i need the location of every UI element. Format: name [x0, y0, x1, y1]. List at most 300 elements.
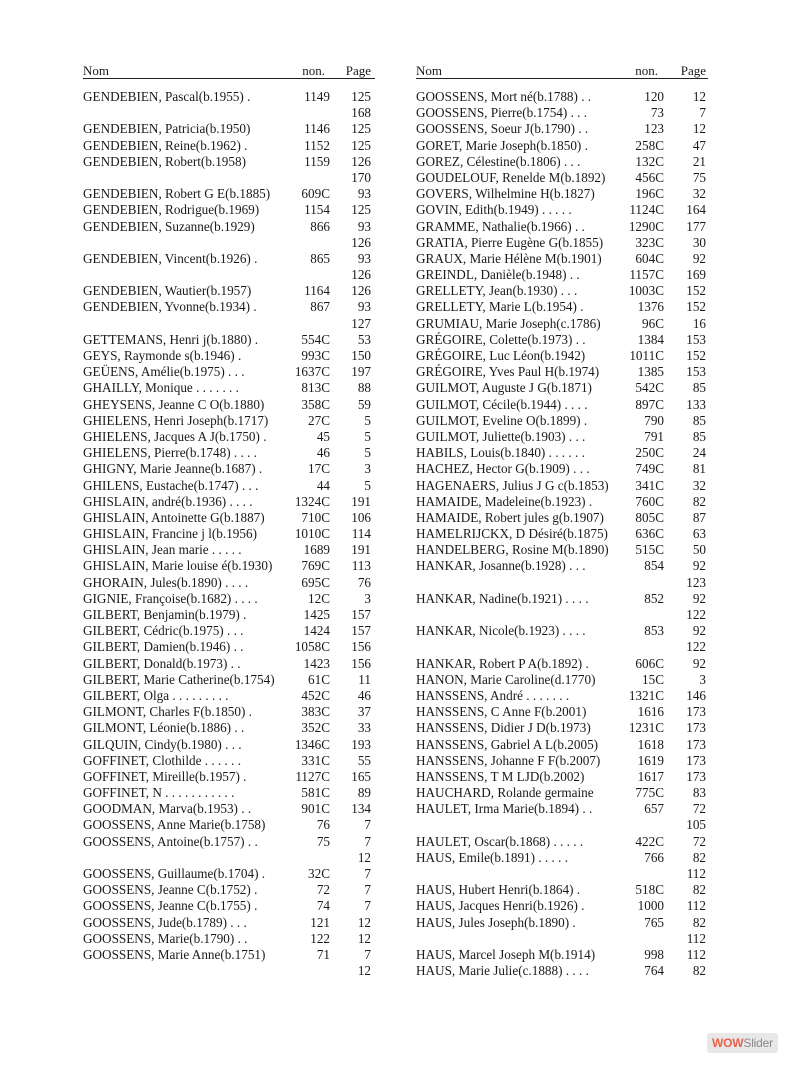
index-entry: [416, 154, 708, 170]
entry-number: 1010C: [294, 526, 330, 542]
index-entry: [416, 947, 708, 963]
entry-number: 1127C: [295, 768, 330, 784]
entry-number: 132C: [635, 153, 664, 169]
entry-name: GOVERS, Wilhelmine H(b.1827): [416, 186, 595, 202]
index-entry: [83, 575, 375, 591]
entry-name: GILMONT, Charles F(b.1850) .: [83, 704, 252, 720]
entry-page: 122: [686, 639, 706, 655]
entry-number: 123: [644, 121, 664, 137]
entry-name: HANSSENS, André . . . . . . .: [416, 687, 570, 703]
index-entry: [83, 753, 375, 769]
index-entry: [416, 915, 708, 931]
entry-number: 1637C: [294, 364, 330, 380]
entry-name: GRELLETY, Jean(b.1930) . . .: [416, 283, 578, 299]
header-page: Page: [680, 63, 706, 78]
entry-number: 764: [644, 963, 664, 979]
entry-page: 92: [692, 655, 706, 671]
index-entry: [416, 332, 708, 348]
entry-name: GOOSSENS, Marie Anne(b.1751): [83, 946, 266, 962]
index-entry: [83, 299, 375, 315]
entry-page: 12: [357, 849, 371, 865]
entry-name: HANKAR, Josanne(b.1928) . . .: [416, 558, 586, 574]
entry-page: 152: [686, 348, 706, 363]
entry-number: 853: [644, 623, 664, 639]
index-entry: [416, 380, 708, 396]
entry-number: 1146: [304, 121, 330, 137]
entry-number: 1164: [304, 283, 330, 299]
entry-name: HACHEZ, Hector G(b.1909) . . .: [416, 461, 590, 477]
entry-page: 125: [351, 137, 371, 153]
entry-page: 12: [357, 963, 371, 979]
entry-name: HANKAR, Nadine(b.1921) . . . .: [416, 590, 589, 606]
entry-page: 173: [686, 752, 706, 768]
index-entry: [416, 299, 708, 315]
index-entry: [83, 121, 375, 137]
entry-name: GRATIA, Pierre Eugène G(b.1855): [416, 234, 604, 250]
entry-number: 760C: [635, 493, 664, 509]
entry-number: 609C: [301, 186, 330, 202]
index-entry: [416, 348, 708, 364]
entry-page: 170: [351, 169, 371, 185]
index-entry: [83, 672, 375, 688]
entry-name: HANKAR, Robert P A(b.1892) .: [416, 655, 589, 671]
index-entry: [83, 364, 375, 380]
entry-page: 5: [364, 445, 371, 461]
entry-name: GENDEBIEN, Robert G E(b.1885): [83, 186, 271, 202]
entry-number: 1290C: [628, 218, 664, 234]
index-entry: [416, 316, 708, 332]
entry-number: 1154: [304, 202, 330, 218]
header-name: Nom: [83, 63, 109, 78]
entry-page: 76: [357, 574, 371, 590]
header-number: non.: [302, 63, 325, 78]
index-entry: [83, 737, 375, 753]
index-entry: [83, 105, 375, 121]
entry-page: 50: [692, 542, 706, 558]
entry-name: GENDEBIEN, Reine(b.1962) .: [83, 137, 248, 153]
entry-number: 456C: [635, 169, 664, 185]
entry-number: 1425: [303, 607, 330, 622]
entry-name: GENDEBIEN, Rodrigue(b.1969): [83, 202, 260, 218]
entry-page: 112: [686, 898, 706, 914]
entry-name: GORET, Marie Joseph(b.1850) .: [416, 137, 588, 153]
index-entry: [83, 947, 375, 963]
entry-name: GOOSSENS, Anne Marie(b.1758): [83, 817, 266, 833]
index-entry: [416, 429, 708, 445]
entry-page: 3: [699, 671, 706, 687]
entry-page: 157: [351, 623, 371, 639]
entry-number: 791: [644, 428, 664, 444]
entry-page: 81: [692, 461, 706, 477]
entry-name: GUILMOT, Cécile(b.1944) . . . .: [416, 396, 588, 412]
entry-page: 93: [357, 250, 371, 266]
entry-name: GOOSSENS, Antoine(b.1757) . .: [83, 833, 258, 849]
entry-number: 46: [316, 445, 330, 461]
entry-name: HAUS, Jacques Henri(b.1926) .: [416, 898, 585, 914]
index-entry: [416, 639, 708, 655]
entry-page: 106: [351, 509, 371, 525]
entry-number: 17C: [308, 461, 330, 477]
entry-page: 83: [692, 785, 706, 801]
entry-number: 1159: [304, 153, 330, 169]
index-entry: [416, 656, 708, 672]
entry-name: HAMELRIJCKX, D Désiré(b.1875): [416, 526, 608, 542]
entry-number: 1124C: [629, 202, 664, 218]
entry-name: HABILS, Louis(b.1840) . . . . . .: [416, 445, 585, 461]
entry-page: 93: [357, 299, 371, 315]
entry-number: 518C: [635, 882, 664, 898]
entry-page: 32: [692, 477, 706, 493]
entry-page: 92: [692, 250, 706, 266]
index-entry: [83, 283, 375, 299]
index-entry: [83, 202, 375, 218]
entry-number: 120: [644, 89, 664, 104]
entry-page: 12: [692, 89, 706, 104]
entry-number: 790: [644, 412, 664, 428]
entry-name: GUILMOT, Auguste J G(b.1871): [416, 380, 592, 396]
index-entry: [416, 89, 708, 105]
entry-page: 85: [692, 428, 706, 444]
index-entry: [416, 283, 708, 299]
entry-name: GETTEMANS, Henri j(b.1880) .: [83, 331, 259, 347]
index-entry: [83, 866, 375, 882]
entry-number: 1385: [637, 364, 664, 380]
entry-page: 5: [364, 412, 371, 428]
entry-page: 16: [692, 315, 706, 331]
entry-name: GOOSSENS, Mort né(b.1788) . .: [416, 89, 592, 104]
entry-name: GHIELENS, Pierre(b.1748) . . . .: [83, 445, 257, 461]
index-entry: [416, 607, 708, 623]
entry-page: 191: [351, 493, 371, 509]
entry-number: 358C: [301, 396, 330, 412]
entry-number: 515C: [635, 542, 664, 558]
entry-number: 44: [316, 477, 330, 493]
entry-number: 852: [644, 590, 664, 606]
entry-number: 813C: [301, 380, 330, 396]
wowslider-watermark[interactable]: [707, 1033, 778, 1053]
entry-name: GILQUIN, Cindy(b.1980) . . .: [83, 736, 242, 752]
entry-page: 89: [357, 785, 371, 801]
entry-page: 33: [357, 720, 371, 736]
entry-name: HAUS, Marcel Joseph M(b.1914): [416, 946, 596, 962]
index-entry: [83, 170, 375, 186]
entry-name: GRAMME, Nathalie(b.1966) . .: [416, 218, 585, 234]
entry-page: 112: [686, 866, 706, 881]
entry-page: 125: [351, 202, 371, 218]
entry-page: 12: [357, 930, 371, 946]
index-rows: [416, 79, 708, 979]
index-entry: [83, 332, 375, 348]
entry-name: GHIELENS, Jacques A J(b.1750) .: [83, 428, 267, 444]
entry-page: 92: [692, 623, 706, 639]
entry-name: HANSSENS, Didier J D(b.1973): [416, 720, 591, 736]
entry-page: 87: [692, 509, 706, 525]
entry-number: 1424: [303, 623, 330, 639]
entry-name: HAMAIDE, Robert jules g(b.1907): [416, 509, 604, 525]
entry-name: GHAILLY, Monique . . . . . . .: [83, 380, 239, 396]
entry-page: 88: [357, 380, 371, 396]
index-entry: [83, 542, 375, 558]
entry-name: GHISLAIN, andré(b.1936) . . . .: [83, 493, 253, 509]
index-entry: [416, 397, 708, 413]
entry-name: GOOSSENS, Marie(b.1790) . .: [83, 930, 248, 946]
index-entry: [83, 558, 375, 574]
index-entry: [416, 963, 708, 979]
index-entry: [83, 235, 375, 251]
index-entry: [83, 898, 375, 914]
index-entry: [83, 963, 375, 979]
entry-name: GRÉGOIRE, Colette(b.1973) . .: [416, 331, 586, 347]
index-entry: [83, 413, 375, 429]
entry-page: 173: [686, 736, 706, 752]
entry-page: 12: [692, 121, 706, 137]
index-entry: [83, 251, 375, 267]
entry-number: 122: [310, 930, 330, 946]
entry-page: 146: [686, 687, 706, 703]
entry-page: 193: [351, 736, 371, 752]
entry-number: 72: [316, 882, 330, 898]
index-entry: [416, 672, 708, 688]
entry-page: 7: [364, 946, 371, 962]
entry-number: 75: [316, 833, 330, 849]
index-entry: [416, 170, 708, 186]
entry-page: 72: [692, 801, 706, 817]
entry-number: 636C: [635, 526, 664, 542]
index-entry: [416, 235, 708, 251]
entry-number: 710C: [301, 509, 330, 525]
entry-page: 5: [364, 477, 371, 493]
entry-name: GOOSSENS, Soeur J(b.1790) . .: [416, 121, 589, 137]
entry-page: 47: [692, 137, 706, 153]
index-entry: [416, 526, 708, 542]
entry-page: 7: [364, 898, 371, 914]
header-page: Page: [345, 63, 371, 78]
entry-number: 1617: [637, 768, 664, 784]
entry-page: 177: [686, 218, 706, 234]
entry-number: 657: [644, 801, 664, 817]
entry-number: 45: [316, 428, 330, 444]
entry-number: 1346C: [294, 736, 330, 752]
index-entry: [83, 267, 375, 283]
index-entry: [416, 769, 708, 785]
index-entry: [416, 834, 708, 850]
entry-page: 112: [686, 930, 706, 946]
index-entry: [83, 817, 375, 833]
entry-name: GENDEBIEN, Pascal(b.1955) .: [83, 89, 251, 104]
entry-page: 92: [692, 558, 706, 574]
index-entry: [83, 316, 375, 332]
entry-page: 82: [692, 882, 706, 898]
entry-name: GOFFINET, N . . . . . . . . . . .: [83, 785, 235, 801]
entry-name: GENDEBIEN, Robert(b.1958): [83, 153, 246, 169]
index-entry: [416, 558, 708, 574]
entry-page: 92: [692, 590, 706, 606]
entry-page: 125: [351, 121, 371, 137]
entry-number: 32C: [308, 866, 330, 881]
entry-name: GOOSSENS, Pierre(b.1754) . . .: [416, 105, 588, 121]
index-entry: [83, 639, 375, 655]
entry-number: 775C: [635, 785, 664, 801]
entry-name: GHORAIN, Jules(b.1890) . . . .: [83, 574, 249, 590]
entry-number: 76: [316, 817, 330, 833]
entry-number: 1616: [637, 704, 664, 720]
entry-name: HANDELBERG, Rosine M(b.1890): [416, 542, 609, 558]
index-entry: [83, 785, 375, 801]
entry-page: 173: [686, 720, 706, 736]
entry-page: 153: [686, 364, 706, 380]
entry-number: 1324C: [294, 493, 330, 509]
entry-page: 46: [357, 687, 371, 703]
index-entry: [416, 413, 708, 429]
header-name: Nom: [416, 63, 442, 78]
entry-page: 133: [686, 396, 706, 412]
index-entry: [416, 801, 708, 817]
entry-number: 196C: [635, 186, 664, 202]
entry-number: 1423: [303, 655, 330, 671]
entry-page: 3: [364, 590, 371, 606]
entry-name: HAGENAERS, Julius J G c(b.1853): [416, 477, 609, 493]
entry-name: GHISLAIN, Francine j l(b.1956): [83, 526, 257, 542]
entry-number: 998: [644, 946, 664, 962]
index-entry: [83, 607, 375, 623]
entry-page: 82: [692, 963, 706, 979]
entry-name: GILBERT, Damien(b.1946) . .: [83, 639, 244, 655]
entry-number: 96C: [642, 315, 664, 331]
entry-page: 156: [351, 639, 371, 655]
index-entry: [83, 186, 375, 202]
entry-name: GENDEBIEN, Suzanne(b.1929): [83, 218, 255, 234]
entry-page: 152: [686, 299, 706, 315]
entry-name: HAUS, Jules Joseph(b.1890) .: [416, 914, 576, 930]
entry-name: GHISLAIN, Marie louise é(b.1930): [83, 558, 273, 574]
index-entry: [83, 688, 375, 704]
entry-name: GEÜENS, Amélie(b.1975) . . .: [83, 364, 245, 380]
index-entry: [416, 737, 708, 753]
entry-page: 122: [686, 607, 706, 622]
entry-page: 82: [692, 849, 706, 865]
entry-number: 1058C: [294, 639, 330, 655]
entry-name: GOOSSENS, Jude(b.1789) . . .: [83, 914, 247, 930]
entry-page: 123: [686, 574, 706, 590]
entry-name: GOFFINET, Clothilde . . . . . .: [83, 752, 242, 768]
entry-name: GHILENS, Eustache(b.1747) . . .: [83, 477, 259, 493]
index-entry: [83, 89, 375, 105]
entry-number: 765: [644, 914, 664, 930]
entry-name: GRELLETY, Marie L(b.1954) .: [416, 299, 584, 315]
index-entry: [416, 267, 708, 283]
entry-name: GRUMIAU, Marie Joseph(c.1786): [416, 315, 601, 331]
entry-number: 1231C: [628, 720, 664, 736]
entry-name: GREINDL, Danièle(b.1948) . .: [416, 267, 580, 283]
entry-name: GOOSSENS, Guillaume(b.1704) .: [83, 866, 266, 881]
column-header: [83, 64, 375, 79]
entry-name: HANSSENS, Johanne F F(b.2007): [416, 752, 601, 768]
entry-name: HAMAIDE, Madeleine(b.1923) .: [416, 493, 593, 509]
index-entry: [416, 202, 708, 218]
entry-page: 85: [692, 412, 706, 428]
index-entry: [416, 542, 708, 558]
entry-number: 805C: [635, 509, 664, 525]
entry-page: 53: [357, 331, 371, 347]
entry-number: 854: [644, 558, 664, 574]
entry-number: 341C: [635, 477, 664, 493]
entry-page: 37: [357, 704, 371, 720]
index-entry: [416, 105, 708, 121]
entry-name: GILMONT, Léonie(b.1886) . .: [83, 720, 245, 736]
index-entry: [416, 121, 708, 137]
index-entry: [83, 445, 375, 461]
header-number: non.: [635, 63, 658, 78]
entry-page: 85: [692, 380, 706, 396]
entry-page: 156: [351, 655, 371, 671]
entry-page: 55: [357, 752, 371, 768]
index-entry: [416, 510, 708, 526]
entry-page: 63: [692, 526, 706, 542]
entry-number: 606C: [635, 655, 664, 671]
entry-number: 71: [316, 946, 330, 962]
index-entry: [83, 656, 375, 672]
entry-page: 93: [357, 218, 371, 234]
entry-page: 114: [351, 526, 371, 542]
entry-name: GOFFINET, Mireille(b.1957) .: [83, 768, 247, 784]
index-entry: [83, 138, 375, 154]
entry-number: 1157C: [629, 267, 664, 283]
entry-number: 604C: [635, 250, 664, 266]
entry-page: 165: [351, 768, 371, 784]
entry-page: 7: [364, 833, 371, 849]
entry-number: 1149: [304, 89, 330, 104]
entry-name: HANON, Marie Caroline(d.1770): [416, 671, 596, 687]
entry-number: 865: [310, 250, 330, 266]
index-entry: [83, 478, 375, 494]
entry-page: 24: [692, 445, 706, 461]
index-entry: [416, 817, 708, 833]
watermark-part2: Slider: [743, 1036, 773, 1050]
entry-name: GOODMAN, Marva(b.1953) . .: [83, 801, 252, 817]
entry-number: 452C: [301, 687, 330, 703]
entry-page: 5: [364, 428, 371, 444]
index-entry: [416, 850, 708, 866]
entry-page: 12: [357, 914, 371, 930]
entry-number: 1000: [637, 898, 664, 914]
index-entry: [83, 494, 375, 510]
entry-number: 12C: [308, 590, 330, 606]
entry-name: HAULET, Oscar(b.1868) . . . . .: [416, 833, 584, 849]
entry-number: 250C: [635, 445, 664, 461]
watermark-part1: WOW: [712, 1036, 744, 1050]
entry-page: 152: [686, 283, 706, 299]
entry-page: 3: [364, 461, 371, 477]
entry-name: HAUS, Hubert Henri(b.1864) .: [416, 882, 581, 898]
entry-name: HAUCHARD, Rolande germaine: [416, 785, 594, 801]
index-entry: [416, 575, 708, 591]
entry-page: 75: [692, 169, 706, 185]
entry-number: 422C: [635, 833, 664, 849]
entry-name: GRÉGOIRE, Luc Léon(b.1942): [416, 348, 586, 363]
entry-number: 1003C: [628, 283, 664, 299]
index-entry: [83, 397, 375, 413]
index-entry: [416, 494, 708, 510]
entry-name: GENDEBIEN, Wautier(b.1957): [83, 283, 252, 299]
index-entry: [83, 769, 375, 785]
entry-page: 7: [364, 866, 371, 881]
entry-page: 113: [351, 558, 371, 574]
index-entry: [416, 138, 708, 154]
entry-number: 993C: [301, 348, 330, 363]
entry-name: HANSSENS, C Anne F(b.2001): [416, 704, 587, 720]
entry-page: 134: [351, 801, 371, 817]
index-entry: [83, 623, 375, 639]
